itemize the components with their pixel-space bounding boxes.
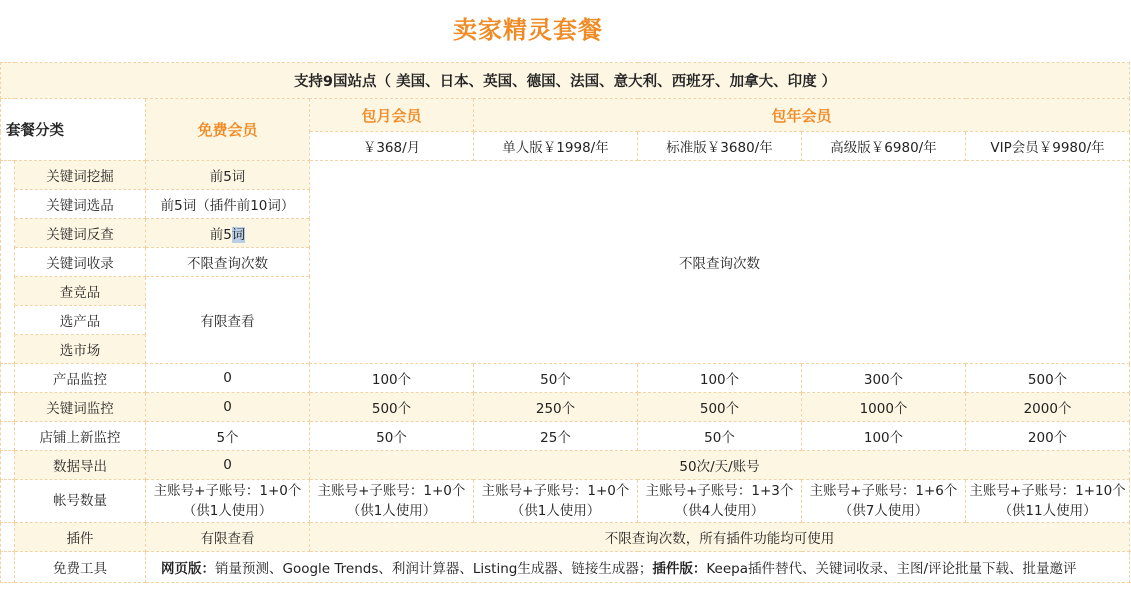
sites-header: 支持9国站点（ 美国、日本、英国、德国、法国、意大利、西班牙、加拿大、印度 ） [1, 63, 1130, 99]
free-tools-value [146, 552, 1130, 583]
feature-label: 免费工具 [15, 552, 146, 583]
row-kw-monitor [1, 393, 1130, 422]
text-selection: 词 [231, 227, 246, 243]
plan-monthly: 包月会员 [310, 99, 474, 132]
feature-free-value [146, 219, 310, 248]
free-value: 5个 [146, 422, 310, 451]
row-accounts [1, 480, 1130, 523]
price-advanced: 高级版￥6980/年 [802, 132, 966, 161]
standard-value: 100个 [638, 364, 802, 393]
account-monthly: 主账号+子账号：1+0个 （供1人使用） [310, 480, 474, 523]
single-value: 50个 [474, 364, 638, 393]
price-standard: 标准版￥3680/年 [638, 132, 802, 161]
row-product-monitor [1, 364, 1130, 393]
monthly-value: 100个 [310, 364, 474, 393]
monthly-value: 500个 [310, 393, 474, 422]
feature-label: 插件 [15, 523, 146, 552]
row-free-tools [1, 552, 1130, 583]
free-value: 有限查看 [146, 523, 310, 552]
plan-header-row [1, 99, 1130, 132]
account-advanced: 主账号+子账号：1+6个 （供7人使用） [802, 480, 966, 523]
plugin-label: 插件版： [652, 561, 707, 577]
pricing-table [0, 62, 1130, 583]
paid-value: 50次/天/账号 [310, 451, 1130, 480]
row-export [1, 451, 1130, 480]
account-vip: 主账号+子账号：1+10个 （供11人使用） [966, 480, 1130, 523]
row-kw-mining [1, 161, 1130, 190]
account-standard: 主账号+子账号：1+3个 （供4人使用） [638, 480, 802, 523]
row-plugin [1, 523, 1130, 552]
price-monthly: ￥368/月 [310, 132, 474, 161]
plan-free: 免费会员 [146, 99, 310, 161]
price-vip: VIP会员￥9980/年 [966, 132, 1130, 161]
single-value: 25个 [474, 422, 638, 451]
feature-free-value: 前5词（插件前10词） [146, 190, 310, 219]
feature-free-value: 前5词 [146, 161, 310, 190]
advanced-value: 300个 [802, 364, 966, 393]
paid-unlimited-value: 不限查询次数 [310, 161, 1130, 364]
free-value: 0 [146, 393, 310, 422]
price-single: 单人版￥1998/年 [474, 132, 638, 161]
standard-value: 50个 [638, 422, 802, 451]
row-store-monitor [1, 422, 1130, 451]
feature-label: 关键词监控 [15, 393, 146, 422]
feature-free-value: 不限查询次数 [146, 248, 310, 277]
free-value: 0 [146, 451, 310, 480]
standard-value: 500个 [638, 393, 802, 422]
feature-free-value: 有限查看 [146, 277, 310, 364]
web-tools: 销量预测、Google Trends、利润计算器、Listing生成器、链接生成器； [215, 561, 653, 577]
sites-row [1, 63, 1130, 99]
free-value: 0 [146, 364, 310, 393]
feature-label: 帐号数量 [15, 480, 146, 523]
page-title: 卖家精灵套餐 [453, 16, 603, 44]
feature-label: 关键词选品 [15, 190, 146, 219]
plugin-tools: Keepa插件替代、关键词收录、主图/评论批量下载、批量邀评 [706, 561, 1077, 577]
feature-label: 店铺上新监控 [15, 422, 146, 451]
advanced-value: 100个 [802, 422, 966, 451]
feature-label: 选产品 [15, 306, 146, 335]
advanced-value: 1000个 [802, 393, 966, 422]
web-label: 网页版： [161, 561, 215, 577]
category-label: 套餐分类 [1, 99, 146, 161]
vip-value: 200个 [966, 422, 1130, 451]
feature-label: 数据导出 [15, 451, 146, 480]
vip-value: 500个 [966, 364, 1130, 393]
monthly-value: 50个 [310, 422, 474, 451]
indent-spacer [1, 161, 15, 364]
plan-yearly: 包年会员 [474, 99, 1130, 132]
free-value-text: 前5 [209, 227, 232, 243]
single-value: 250个 [474, 393, 638, 422]
account-free: 主账号+子账号：1+0个 （供1人使用） [146, 480, 310, 523]
account-single: 主账号+子账号：1+0个 （供1人使用） [474, 480, 638, 523]
paid-value: 不限查询次数，所有插件功能均可使用 [310, 523, 1130, 552]
feature-label: 关键词挖掘 [15, 161, 146, 190]
feature-label: 查竞品 [15, 277, 146, 306]
vip-value: 2000个 [966, 393, 1130, 422]
feature-label: 选市场 [15, 335, 146, 364]
feature-label: 关键词反查 [15, 219, 146, 248]
feature-label: 关键词收录 [15, 248, 146, 277]
feature-label: 产品监控 [15, 364, 146, 393]
